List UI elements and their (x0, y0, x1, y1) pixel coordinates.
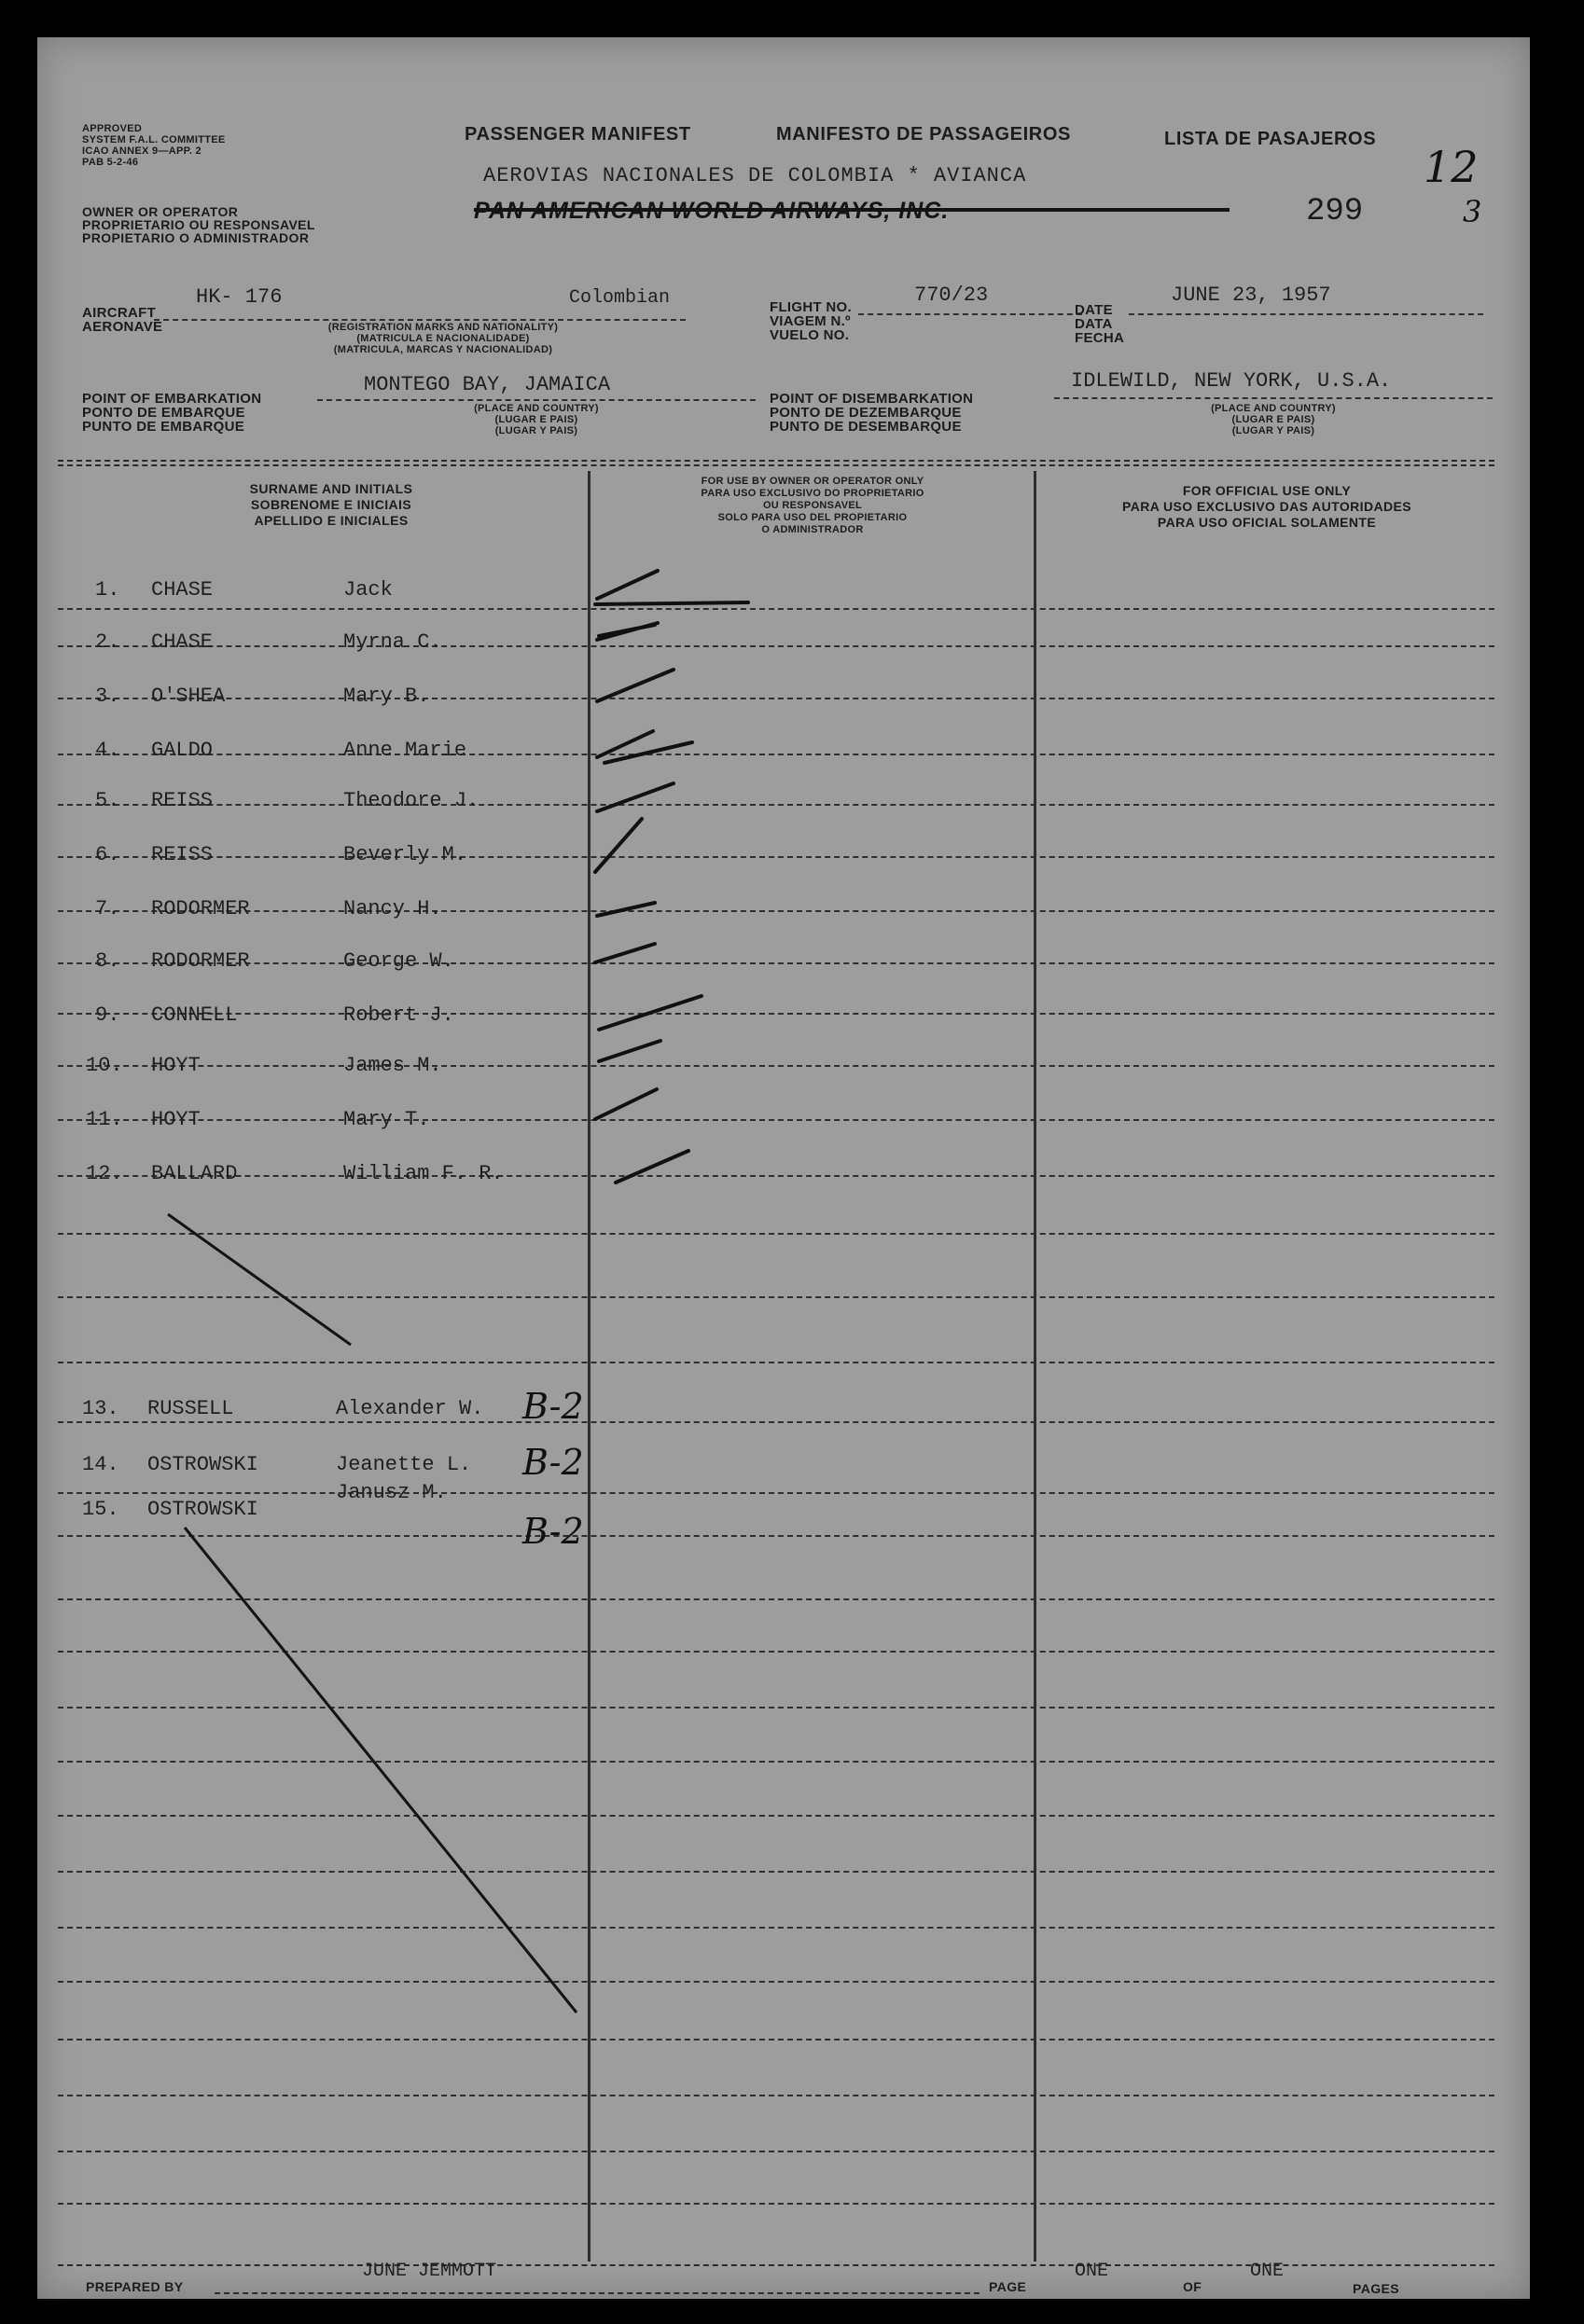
column-header-line: FOR OFFICIAL USE ONLY (1182, 483, 1352, 498)
aircraft-label-line: AIRCRAFT (82, 305, 157, 321)
nationality-value: Colombian (569, 287, 671, 309)
disembarkation-value: IDLEWILD, NEW YORK, U.S.A. (1071, 369, 1392, 393)
passenger-surname: OSTROWSKI (147, 1453, 258, 1476)
passenger-given-name: Mary T. (343, 1108, 430, 1131)
operator-name: AEROVIAS NACIONALES DE COLOMBIA * AVIANCA (483, 164, 1027, 187)
check-mark (595, 571, 748, 604)
passenger-surname: CHASE (151, 630, 214, 654)
passenger-number: 15. (82, 1498, 119, 1521)
prepared-by-value: JUNE JEMMOTT (362, 2261, 497, 2282)
visa-class-note: B-2 (522, 1511, 584, 1552)
owner-label-line: PROPRIETARIO OU RESPONSAVEL (82, 217, 315, 232)
aircraft-label-line: AERONAVE (82, 319, 163, 335)
passenger-number: 3. (95, 685, 120, 708)
passenger-given-name: Janusz M. (336, 1481, 447, 1504)
check-mark (599, 996, 702, 1030)
passenger-given-name: Mary B. (343, 685, 430, 708)
passenger-given-name: Jeanette L. (336, 1453, 472, 1476)
column-header-line: SURNAME AND INITIALS (249, 481, 413, 496)
passenger-surname: CONNELL (151, 1003, 238, 1027)
visa-class-note: B-2 (522, 1386, 584, 1427)
passenger-number: 10. (86, 1054, 123, 1077)
passenger-given-name: George W. (343, 949, 454, 973)
passenger-surname: RODORMER (151, 897, 250, 920)
disembarkation-label-line: PONTO DE DEZEMBARQUE (770, 405, 962, 421)
column-header-line: SOLO PARA USO DEL PROPIETARIO (717, 512, 908, 523)
passenger-number: 14. (82, 1453, 119, 1476)
column-header-line: SOBRENOME E INICIAIS (250, 497, 412, 512)
check-mark (597, 670, 674, 701)
check-mark (597, 731, 692, 763)
registration-caption-line: (REGISTRATION MARKS AND NATIONALITY) (327, 322, 559, 333)
passenger-surname: HOYT (151, 1054, 201, 1077)
date-value: JUNE 23, 1957 (1171, 284, 1331, 307)
disembarkation-label-line: PUNTO DE DESEMBARQUE (770, 419, 962, 435)
passenger-given-name: Theodore J. (343, 789, 479, 812)
check-mark (597, 623, 658, 640)
column-header-line: OU RESPONSAVEL (762, 500, 863, 511)
place-caption-line: (PLACE AND COUNTRY) (474, 403, 599, 414)
passenger-given-name: Robert J. (343, 1003, 454, 1027)
embarkation-label-line: PONTO DE EMBARQUE (82, 405, 245, 421)
passenger-surname: BALLARD (151, 1162, 238, 1185)
passenger-number: 2. (95, 630, 120, 654)
visa-class-note: B-2 (522, 1442, 584, 1483)
passenger-number: 8. (95, 949, 120, 973)
handwritten-marks (37, 37, 1530, 2299)
sheet-number: 299 (1306, 194, 1364, 229)
flight-value: 770/23 (914, 284, 989, 307)
column-header-line: PARA USO EXCLUSIVO DAS AUTORIDADES (1122, 499, 1411, 514)
total-pages-value: ONE (1250, 2261, 1285, 2282)
passenger-given-name: Myrna C. (343, 630, 442, 654)
place-caption-line: (LUGAR E PAIS) (1231, 414, 1315, 425)
passenger-surname: O'SHEA (151, 685, 226, 708)
check-mark (616, 1151, 688, 1183)
prepared-by-underline (215, 2292, 980, 2294)
passenger-surname: GALDO (151, 739, 214, 762)
check-mark (597, 783, 674, 811)
passenger-surname: HOYT (151, 1108, 201, 1131)
check-mark (595, 944, 655, 962)
passenger-number: 5. (95, 789, 120, 812)
passenger-surname: RODORMER (151, 949, 250, 973)
column-header-line: O ADMINISTRADOR (761, 524, 864, 535)
place-caption-line: (PLACE AND COUNTRY) (1211, 403, 1336, 414)
passenger-number: 1. (95, 578, 120, 602)
page-value: ONE (1075, 2261, 1109, 2282)
flight-label-line: VUELO NO. (770, 327, 850, 343)
passenger-number: 7. (95, 897, 120, 920)
corner-note-top: 12 (1424, 142, 1479, 192)
approval-line: ICAO ANNEX 9—APP. 2 (82, 145, 201, 157)
owner-label-line: PROPIETARIO O ADMINISTRADOR (82, 230, 310, 245)
passenger-number: 6. (95, 843, 120, 866)
check-mark (599, 1041, 660, 1061)
passenger-surname: REISS (151, 789, 214, 812)
registration-caption-line: (MATRICULA, MARCAS Y NACIONALIDAD) (333, 344, 553, 355)
passenger-surname: OSTROWSKI (147, 1498, 258, 1521)
pages-label: PAGES (1353, 2281, 1399, 2296)
of-label: OF (1183, 2279, 1202, 2294)
place-caption-line: (LUGAR Y PAIS) (1231, 425, 1315, 436)
aircraft-value: HK- 176 (196, 285, 283, 309)
manifest-sheet (37, 37, 1530, 2299)
approval-line: PAB 5-2-46 (82, 157, 139, 168)
passenger-number: 12. (86, 1162, 123, 1185)
check-mark (595, 819, 642, 872)
passenger-surname: CHASE (151, 578, 214, 602)
disembarkation-label-line: POINT OF DISEMBARKATION (770, 391, 974, 407)
passenger-surname: REISS (151, 843, 214, 866)
column-header-line: FOR USE BY OWNER OR OPERATOR ONLY (701, 476, 924, 487)
void-stroke (185, 1528, 577, 2013)
embarkation-value: MONTEGO BAY, JAMAICA (364, 373, 611, 396)
passenger-number: 11. (86, 1108, 123, 1131)
title-portuguese: MANIFESTO DE PASSAGEIROS (776, 124, 1071, 145)
void-strokes (168, 1214, 577, 2013)
flight-label-line: FLIGHT NO. (770, 299, 852, 315)
place-caption-line: (LUGAR E PAIS) (494, 414, 578, 425)
embarkation-label-line: PUNTO DE EMBARQUE (82, 419, 245, 435)
flight-label-line: VIAGEM N.º (770, 313, 851, 329)
column-header-line: PARA USO EXCLUSIVO DO PROPRIETARIO (701, 488, 924, 499)
prepared-by-label: PREPARED BY (86, 2279, 184, 2294)
corner-note-bottom: 3 (1463, 194, 1482, 229)
registration-caption-line: (MATRICULA E NACIONALIDADE) (356, 333, 530, 344)
passenger-given-name: Beverly M. (343, 843, 467, 866)
passenger-given-name: Alexander W. (336, 1397, 484, 1420)
column-header-line: APELLIDO E INICIALES (254, 513, 409, 528)
passenger-surname: RUSSELL (147, 1397, 234, 1420)
check-mark (597, 903, 655, 916)
passenger-number: 4. (95, 739, 120, 762)
owner-label-line: OWNER OR OPERATOR (82, 204, 239, 219)
passenger-given-name: James M. (343, 1054, 442, 1077)
title-spanish: LISTA DE PASAJEROS (1164, 129, 1377, 149)
place-caption-line: (LUGAR Y PAIS) (494, 425, 578, 436)
embarkation-label-line: POINT OF EMBARKATION (82, 391, 262, 407)
passenger-given-name: William F. R. (343, 1162, 504, 1185)
approval-line: APPROVED (82, 123, 143, 134)
void-stroke (168, 1214, 351, 1345)
passenger-given-name: Jack (343, 578, 393, 602)
page-label: PAGE (989, 2279, 1027, 2294)
column-header-line: PARA USO OFICIAL SOLAMENTE (1157, 515, 1377, 530)
passenger-number: 13. (82, 1397, 119, 1420)
date-label-line: DATE (1075, 302, 1113, 318)
passenger-given-name: Nancy H. (343, 897, 442, 920)
passenger-given-name: Anne Marie (343, 739, 467, 762)
check-marks (595, 571, 748, 1183)
passenger-number: 9. (95, 1003, 120, 1027)
check-mark (595, 1089, 657, 1119)
date-label-line: FECHA (1075, 330, 1125, 346)
title-english: PASSENGER MANIFEST (465, 124, 691, 145)
date-label-line: DATA (1075, 316, 1113, 332)
approval-line: SYSTEM F.A.L. COMMITTEE (82, 134, 226, 145)
